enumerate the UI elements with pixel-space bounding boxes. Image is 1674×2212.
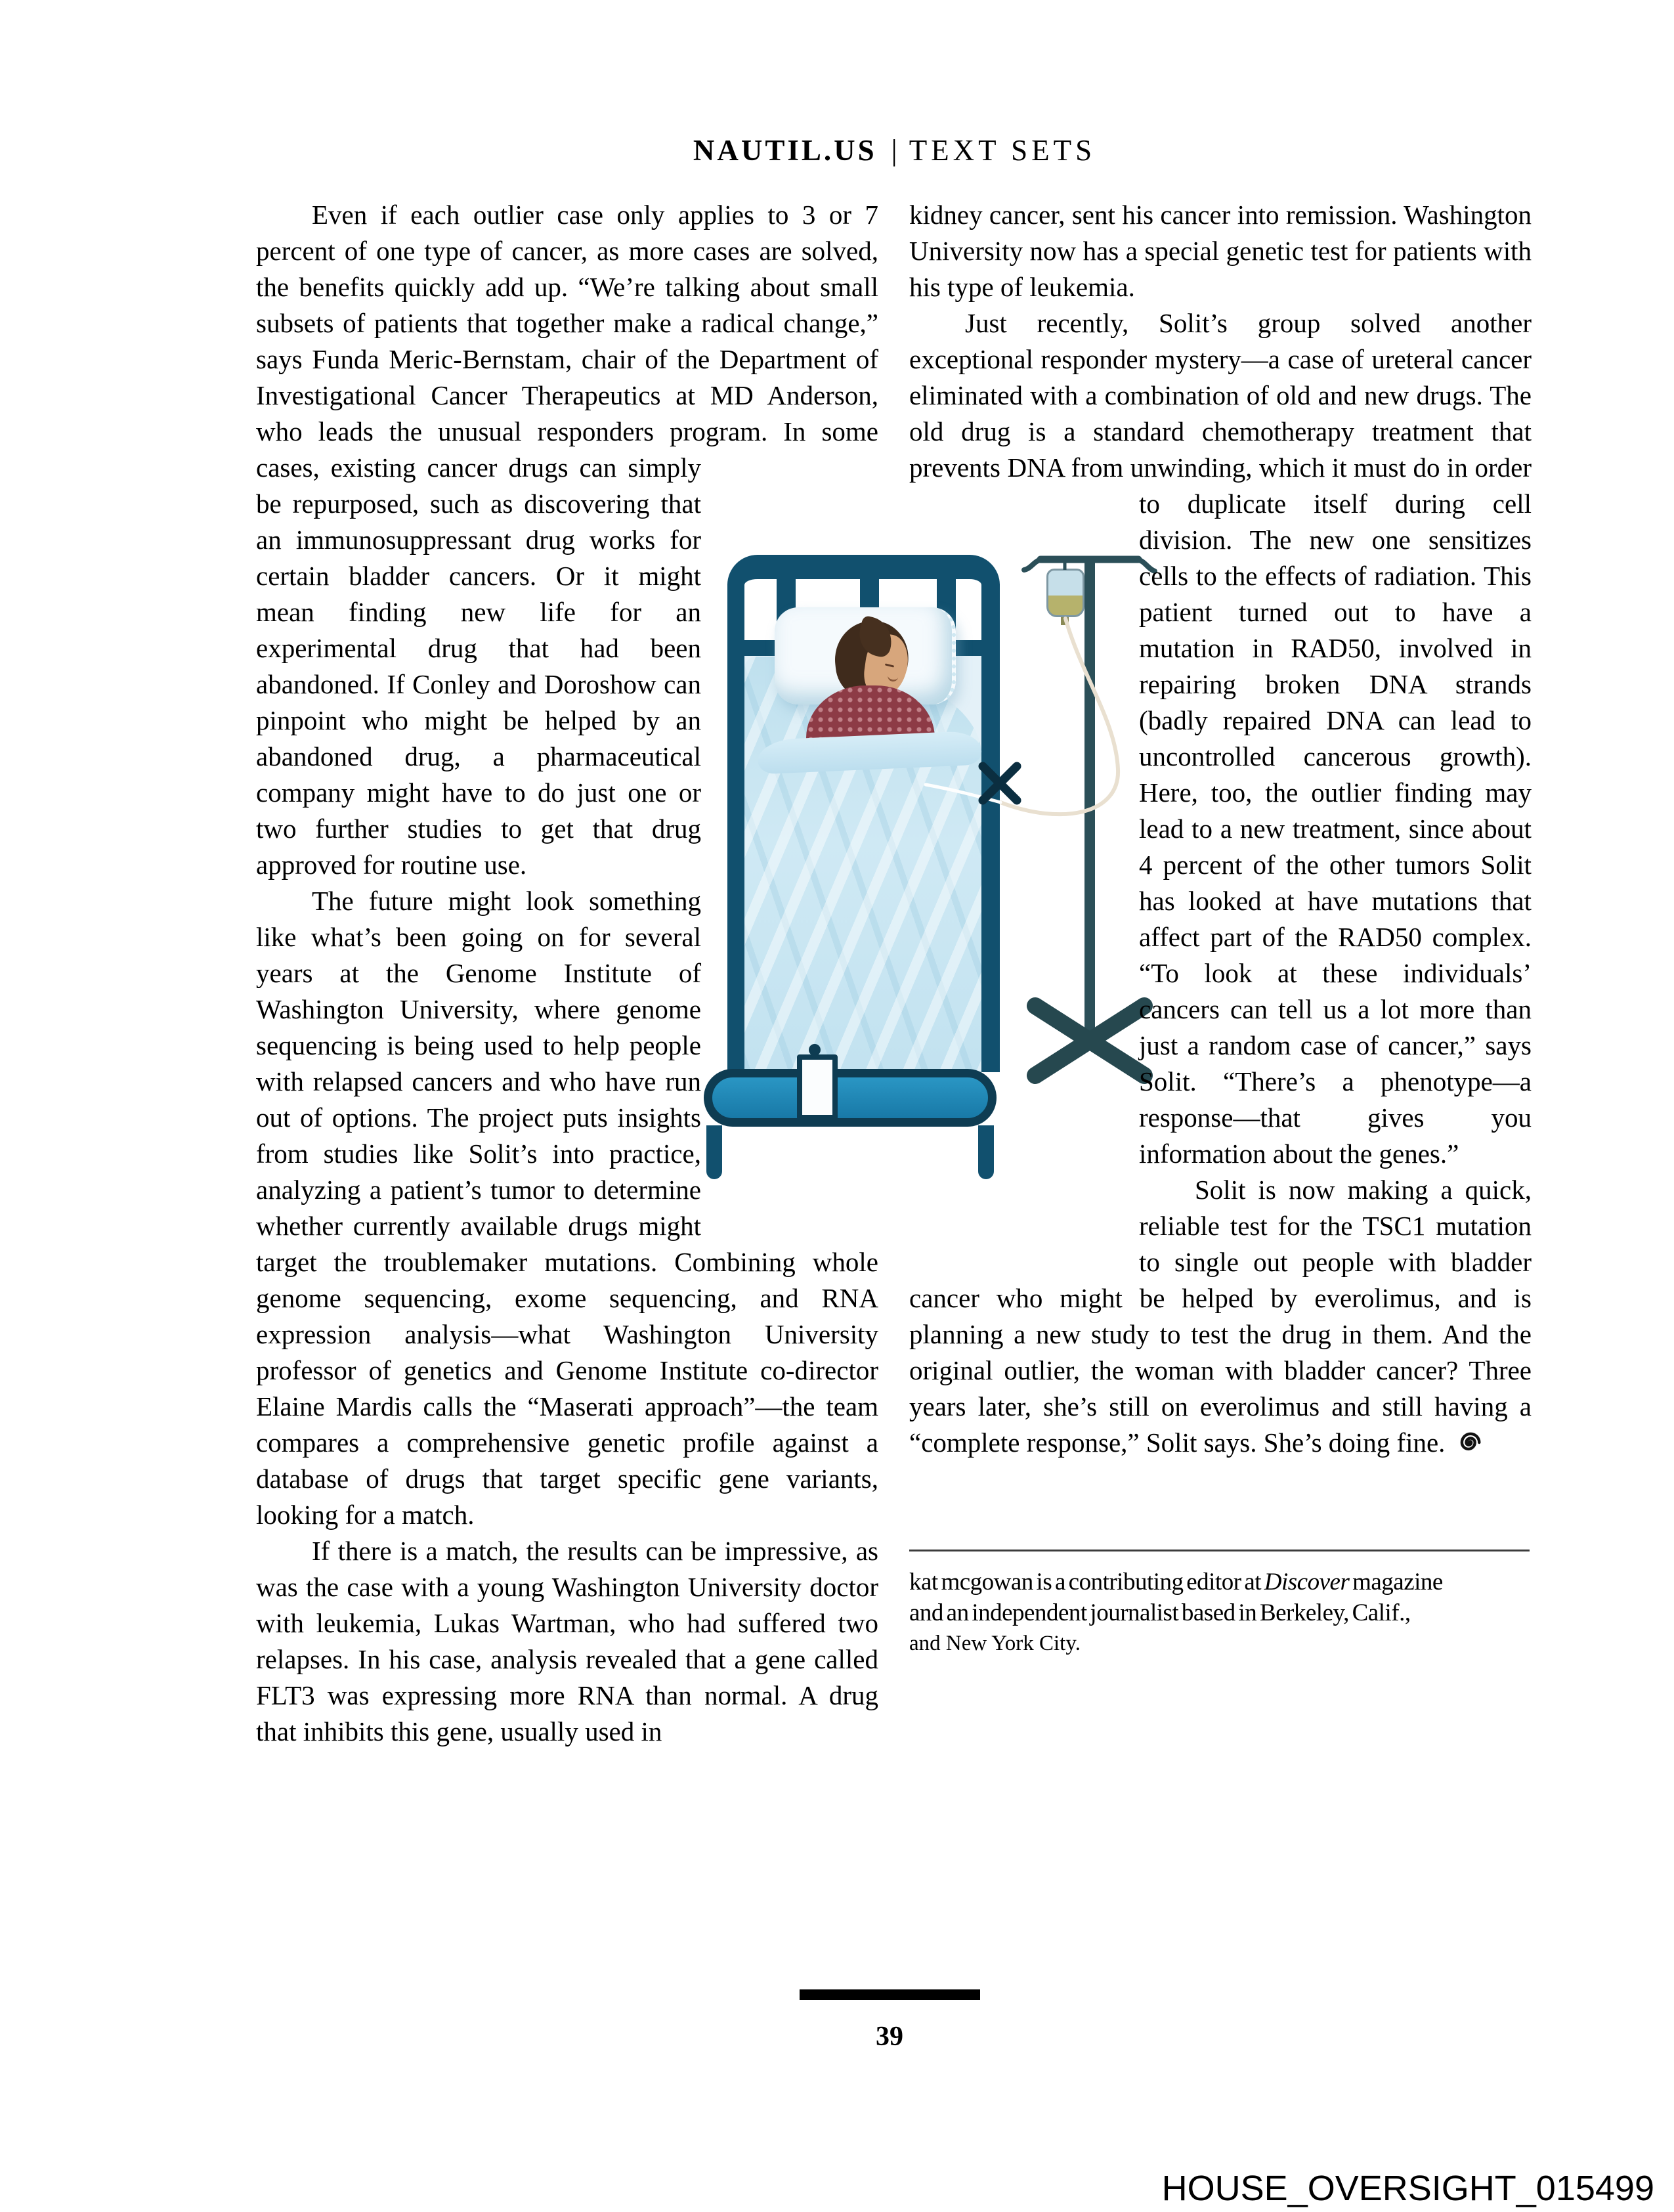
paragraph-text: Solit is now making a quick, reliable test for the TSC1 mutation to single out people with bladder cancer who might be helped by everolimus, and is planning a new study to test the drug in them. And the original outlier, the woman with bladder cancer? Three years later, she’s still on everolimus and still having a “complete response,” Solit says. She’s doing fine. bbox=[909, 1175, 1532, 1458]
right-text-column bbox=[909, 197, 1532, 1461]
bio-divider-rule bbox=[909, 1550, 1530, 1551]
bio-line: and New York City. bbox=[909, 1632, 1081, 1655]
paragraph-text: in order to duplicate itself during cell division. The new one sensitizes cells to the effects of radiation. This patient turned out to have a mutation in RAD50, involved in repairing broken DNA strands (badly repaired DNA can lead to uncontrolled cancerous growth). Here, too, the outlier finding may lead to a new treatment, since about 4 percent of the other tumors Solit has looked at have mutations that affect part of the RAD50 complex. “To look at these individuals’ cancers can tell us a lot more than just a random case of cancer,” says Solit. “There’s a phenotype—a response—that gives you information about the genes.” bbox=[1139, 452, 1532, 1169]
left-text-column bbox=[256, 197, 878, 1750]
paragraph-text: If there is a match, the results can be impressive, as was the case with a young Washington University doctor with leukemia, Lukas Wartman, who had suffered two relapses. In his case, analysis revealed that a gene called FLT3 was expressing more RNA than normal. A drug that inhibits this gene, usually used in bbox=[256, 1536, 878, 1746]
bio-text: kat mcgowan is a contributing editor at bbox=[909, 1569, 1264, 1595]
paragraph bbox=[256, 1533, 878, 1750]
bio-magazine-name: Discover bbox=[1264, 1569, 1350, 1595]
paragraph-text: be repurposed, such as discovering that an immunosuppressant drug works for certain bladder cancers. Or it might mean finding new life for an experimental drug that had been abandoned. If Conley and Doroshow can pinpoint who might be helped by an abandoned drug, a pharmaceutical company might have to do just one or two further studies to get that drug approved for routine use. bbox=[256, 488, 701, 880]
paragraph-text: The future might look something like what’s been going on for several years at the Genome Institute of Washington University, where genome sequencing is being used to help people with relapsed cancers and who have run out of options. The project puts insights from studies like Solit’s into practice, analyzing a patient’s tumor to determine whether currently available drugs might target the troublemaker mutations. Combining whole genome sequencing, exome sequencing, and RNA expression analysis—what Washington University professor of genetics and Genome Institute co-director Elaine Mardis calls the “Maserati approach”—the team compares a comprehensive genetic profile against a database of drugs that target specific gene variants, looking for a match. bbox=[256, 886, 878, 1530]
paragraph bbox=[256, 197, 878, 883]
author-bio bbox=[909, 1567, 1532, 1659]
brand-title: NAUTIL.US bbox=[693, 134, 877, 167]
bio-line bbox=[909, 1567, 1532, 1597]
bio-text: magazine bbox=[1349, 1569, 1443, 1595]
paragraph bbox=[909, 197, 1532, 305]
footer-rule-bar bbox=[800, 1989, 980, 2000]
paragraph-text: Even if each outlier case only applies to 3 or 7 percent of one type of cancer, as more cases are solved, the benefits quickly add up. “We’re talking about small subsets of patients that together make a radical change,” says Funda Meric-Bernstam, chair of the Department of Investigational Cancer Therapeutics at MD Anderson, who leads the unusual responders program. In some cases, existing cancer drugs can simply bbox=[256, 200, 878, 483]
header-separator: | bbox=[891, 134, 897, 167]
paragraph bbox=[909, 305, 1532, 1172]
page-header bbox=[256, 133, 1533, 167]
nautilus-end-mark-icon bbox=[1455, 1428, 1484, 1457]
paragraph-text: kidney cancer, sent his cancer into remission. Washington University now has a special genetic test for patients with his type of leukemia. bbox=[909, 200, 1532, 302]
paragraph-text: Just recently, Solit’s group solved another exceptional responder mystery—a case of ureteral cancer eliminated with a combination of old and new drugs. The old drug is a standard chemotherapy treatment that prevents DNA from unwinding, which it must do bbox=[909, 308, 1532, 483]
page-number: 39 bbox=[876, 2022, 903, 2052]
bates-stamp: HOUSE_OVERSIGHT_015499 bbox=[1161, 2169, 1654, 2208]
illustration-spacer-left bbox=[909, 486, 1139, 1251]
bio-line: and an independent journalist based in Berkeley, Calif., bbox=[909, 1599, 1411, 1626]
section-title: TEXT SETS bbox=[909, 134, 1096, 167]
illustration-spacer-right bbox=[701, 450, 878, 1215]
